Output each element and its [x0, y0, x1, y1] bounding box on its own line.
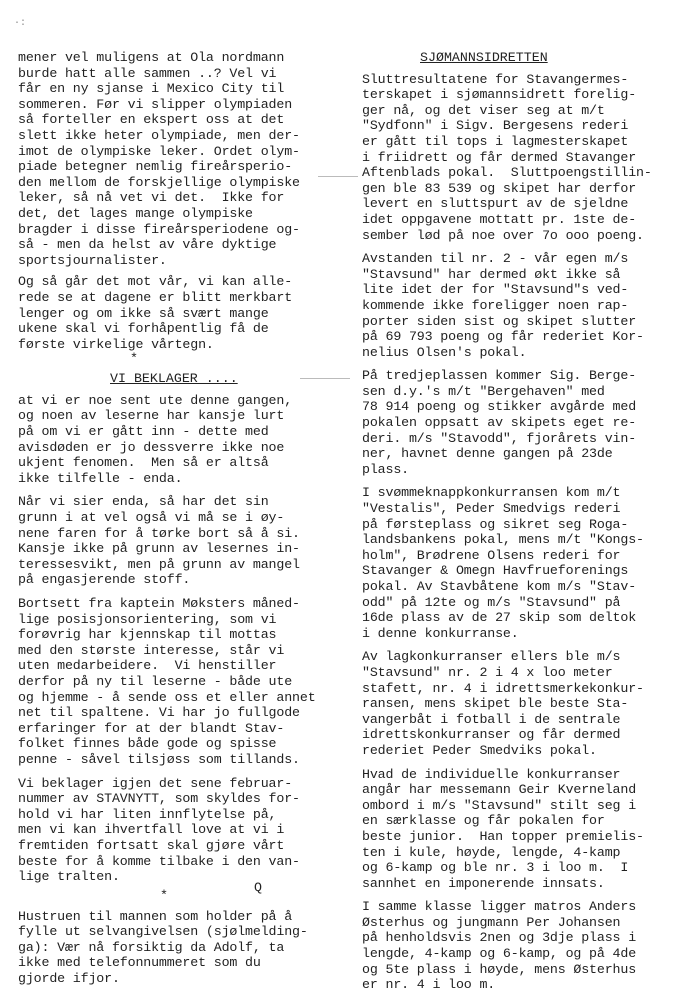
left-paragraph-2: Og så går det mot vår, vi kan alle- rede se at dagene er blitt merkbart lenger og om ikke så svært mange ukene skal vi forhåpentlig få de første virkelige vårtegn.	[18, 274, 293, 352]
left-paragraph-3: at vi er noe sent ute denne gangen, og noen av leserne har kansje lurt på om vi er gått inn - dette med avisdøden er jo dessverre ikke noe ukjent fenomen. Men så er altså ikke tilfelle - enda.	[18, 392, 293, 486]
right-paragraph-7: I samme klasse ligger matros Anders Østerhus og jungmann Per Johansen på henholdsvis 2nen og 3dje plass i lengde, 4-kamp og 6-kamp, og på 4de og 5te plass i høyde, mens Østerhus er nr. 4 i loo m.	[362, 899, 637, 993]
separator-star-2: *	[160, 887, 168, 903]
right-paragraph-3: På tredjeplassen kommer Sig. Berge- sen d.y.'s m/t "Bergehaven" med 78 914 poeng og stikker avgårde med pokalen oppsatt av skipets eget re- deri. m/s "Stavodd", fjorårets vin- ner, havnet denne gangen på 23de plass.	[362, 368, 637, 477]
left-paragraph-4: Når vi sier enda, så har det sin grunn i at vel også vi må se i øy- nene faren for å tørke bort så å si. Kansje ikke på grunn av lesernes in- teressesvikt, men på grunn av mangel på engasjerende stoff.	[18, 494, 300, 588]
heading-sjomannsidretten: SJØMANNSIDRETTEN	[420, 50, 548, 65]
corner-mark: ·:	[14, 18, 27, 29]
left-column	[18, 50, 348, 987]
heading-vi-beklager: VI BEKLAGER ....	[110, 371, 238, 387]
left-paragraph-7: Hustruen til mannen som holder på å fylle ut selvangivelsen (sjølmelding- ga): Vær nå forsiktig da Adolf, ta ikke med telefonnummeret som du gjorde ifjor.	[18, 908, 308, 987]
right-paragraph-5: Av lagkonkurranser ellers ble m/s "Stavsund" nr. 2 i 4 x loo meter stafett, nr. 4 i idrettsmerkekonkur- ransen, mens skipet ble beste Sta- vangerbåt i fotball i de sentrale idrettskonkurranser og får dermed rederiet Peder Smedviks pokal.	[362, 649, 644, 758]
left-paragraph-1: mener vel muligens at Ola nordmann burde hatt alle sammen ..? Vel vi får en ny sjanse i Mexico City til sommeren. Før vi slipper olympiaden så forteller en ekspert oss at det slett ikke heter olympiade, men der- imot de olympiske leker. Ordet olym- piade betegner nemlig fireårsperio- den mellom de forskjellige olympiske leker, så nå vet vi det. Ikke for det, det lages mange olympiske bragder i disse fireårsperiodene og- så - men da helst av våre dyktige sportsjournalister.	[18, 50, 300, 268]
right-paragraph-1: Sluttresultatene for Stavangermes- terskapet i sjømannsidrett forelig- ger nå, og det viser seg at m/t "Sydfonn" i Sigv. Bergesens rederi er gått til tops i lagmesterskapet i friidrett og får dermed Stavanger Aftenblads pokal. Sluttpoengstillin- gen ble 83 539 og skipet har derfor levert en sluttspurt av de sjeldne idet oppgavene mottatt pr. 1ste de- sember lød på noe over 7o ooo poeng.	[362, 71, 652, 243]
right-paragraph-2: Avstanden til nr. 2 - vår egen m/s "Stavsund" har dermed økt ikke så lite idet der for "Stavsund"s ved- kommende ikke foreligger noen rap- porter siden sist og skipet slutter på 69 793 poeng og får rederiet Kor- nelius Olsen's pokal.	[362, 251, 644, 360]
right-paragraph-6: Hvad de individuelle konkurranser angår har messemann Geir Kverneland ombord i m/s "Stavsund" stilt seg i en særklasse og får pokalen for beste junior. Han topper premielis- ten i kule, høyde, lengde, 4-kamp og 6-kamp og ble nr. 3 i loo m. I sannhet en imponerende innsats.	[362, 766, 644, 891]
right-paragraph-4: I svømmeknappkonkurransen kom m/t "Vestalis", Peder Smedvigs rederi på førsteplass og sikret seg Roga- landsbankens pokal, mens m/t "Kongs- holm", Brødrene Olsens rederi for Stavanger & Omegn Havfrueforenings pokal. Av Stavbåtene kom m/s "Stav- odd" på 12te og m/s "Stavsund" på 16de plass av de 27 skip som deltok i denne konkurranse.	[362, 485, 644, 641]
right-column	[362, 50, 684, 993]
stray-mark: Q	[254, 879, 262, 895]
left-paragraph-5: Bortsett fra kaptein Møksters måned- lige posisjonsorientering, som vi forøvrig har kjennskap til mottas med den største interesse, står vi uten medarbeidere. Vi henstiller derfor på ny til leserne - både ute og hjemme - å sende oss et eller annet net til spaltene. Vi har jo fullgode erfaringer for at der blandt Stav- folket finnes både gode og spisse penne - såvel tilsjøss som tillands.	[18, 596, 316, 767]
faint-dash-2	[300, 378, 350, 379]
faint-dash-1	[318, 176, 358, 177]
left-paragraph-6: Vi beklager igjen det sene februar- nummer av STAVNYTT, som skyldes for- hold vi har liten innflytelse på, men vi kan ihvertfall love at vi i fremtiden fortsatt skal gjøre vårt beste for å komme tilbake i den van- lige tralten.	[18, 775, 300, 885]
separator-star-1: *	[130, 351, 138, 367]
